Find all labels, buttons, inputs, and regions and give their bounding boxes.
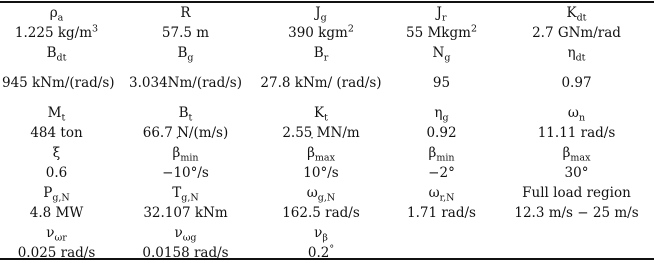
symbol-cell: ˙ $\beta_{max}$ xyxy=(258,143,384,163)
symbol-cell: $\omega_n$ xyxy=(567,105,586,124)
symbol-cell: $\rho_a$ xyxy=(49,5,64,24)
table-row-symbols xyxy=(0,103,654,123)
symbol-cell: $J_r$ xyxy=(436,5,447,24)
value-cell: 2.55 MN/m xyxy=(282,125,360,141)
value-cell: 4.8 MW xyxy=(29,205,84,221)
symbol-cell: $\nu_\beta$ xyxy=(314,225,328,244)
value-cell: 95 xyxy=(432,75,451,91)
value-cell: 484 ton xyxy=(30,125,83,141)
symbol-cell: $\omega_{r,N}$ xyxy=(428,185,455,204)
symbol-cell: $B_g$ xyxy=(177,45,194,64)
symbol-cell: $N_g$ xyxy=(432,45,451,64)
symbol-cell xyxy=(384,223,499,243)
table-row-values xyxy=(0,63,654,103)
value-cell: 0.0158 rad/s xyxy=(142,245,229,261)
value-cell: −10°/s xyxy=(162,165,209,181)
value-cell: 1.225 $kg/m^3$ xyxy=(14,23,99,41)
value-cell: 2.7 GNm/rad xyxy=(532,25,621,41)
symbol-cell: $T_{g,N}$ xyxy=(172,185,199,204)
table-row-symbols xyxy=(0,143,654,163)
table-row-values xyxy=(0,163,654,183)
table-row-values xyxy=(0,123,654,143)
symbol-cell: $\nu_{\omega g}$ xyxy=(174,225,197,244)
symbol-cell: $\omega_{g,N}$ xyxy=(306,185,336,204)
table-row-values xyxy=(0,203,654,223)
value-cell: 55 Mkgm$^2$ xyxy=(406,23,477,41)
symbol-cell: $\nu_{\omega r}$ xyxy=(46,225,67,244)
value-cell: 32.107 kNm xyxy=(143,205,228,221)
value-cell: 27.8 kNm/ (rad/s) xyxy=(260,75,382,91)
value-cell: −2° xyxy=(428,165,455,181)
value-cell: 57.5 m xyxy=(161,25,210,41)
parameter-table xyxy=(0,3,654,263)
symbol-cell xyxy=(499,223,654,243)
value-cell: 390 kgm$^2$ xyxy=(288,23,354,41)
beta-dot-symbol: ˙ β xyxy=(307,145,315,161)
symbol-cell: R xyxy=(180,5,191,21)
value-cell: 0.92 xyxy=(426,125,457,141)
value-cell: 0.97 xyxy=(561,75,592,91)
value-cell: 30° xyxy=(564,165,589,181)
value-cell xyxy=(384,243,499,263)
value-cell: 0.025 rad/s xyxy=(17,245,96,261)
symbol-cell: $\eta_{dt}$ xyxy=(567,45,586,64)
table-row-symbols xyxy=(0,223,654,243)
symbol-cell: $\beta_{min}$ xyxy=(428,145,455,164)
table-row-symbols xyxy=(0,3,654,23)
table-row-values xyxy=(0,243,654,263)
value-cell: 12.3 m/s − 25 m/s xyxy=(514,205,639,221)
value-cell: 0.2° xyxy=(307,243,335,261)
symbol-cell: ˙ $\beta_{min}$ xyxy=(113,143,258,163)
value-cell: 162.5 rad/s xyxy=(282,205,360,221)
symbol-cell: $\beta_{max}$ xyxy=(562,145,591,164)
value-cell: 66.7 N/(m/s) xyxy=(142,125,229,141)
table-row-values xyxy=(0,23,654,43)
value-cell: 10°/s xyxy=(303,165,339,181)
symbol-cell: $K_{dt}$ xyxy=(566,5,587,24)
symbol-cell: $J_g$ xyxy=(315,5,327,24)
symbol-cell: $P_{g,N}$ xyxy=(43,185,70,204)
beta-dot-symbol: ˙ β xyxy=(173,145,181,161)
value-cell: 0.6 xyxy=(45,165,68,181)
symbol-cell: $K_t$ xyxy=(314,105,328,124)
value-cell: 11.11 rad/s xyxy=(537,125,616,141)
symbol-cell: ξ xyxy=(52,145,61,161)
symbol-cell: $M_t$ xyxy=(47,105,66,124)
table-row-symbols xyxy=(0,183,654,203)
value-cell xyxy=(499,243,654,263)
symbol-cell: $B_t$ xyxy=(178,105,193,124)
symbol-cell: Full load region xyxy=(522,185,631,201)
table-bottom-rule xyxy=(0,258,654,260)
value-cell: 945 kNm/(rad/s) xyxy=(2,75,115,91)
symbol-cell: $B_{dt}$ xyxy=(46,45,67,64)
symbol-cell: $\eta_g$ xyxy=(434,105,449,124)
value-cell: 1.71 rad/s xyxy=(407,205,476,221)
table-row-symbols xyxy=(0,43,654,63)
value-cell: 3.034Nm/(rad/s) xyxy=(129,75,242,91)
symbol-cell: $B_r$ xyxy=(313,45,329,64)
